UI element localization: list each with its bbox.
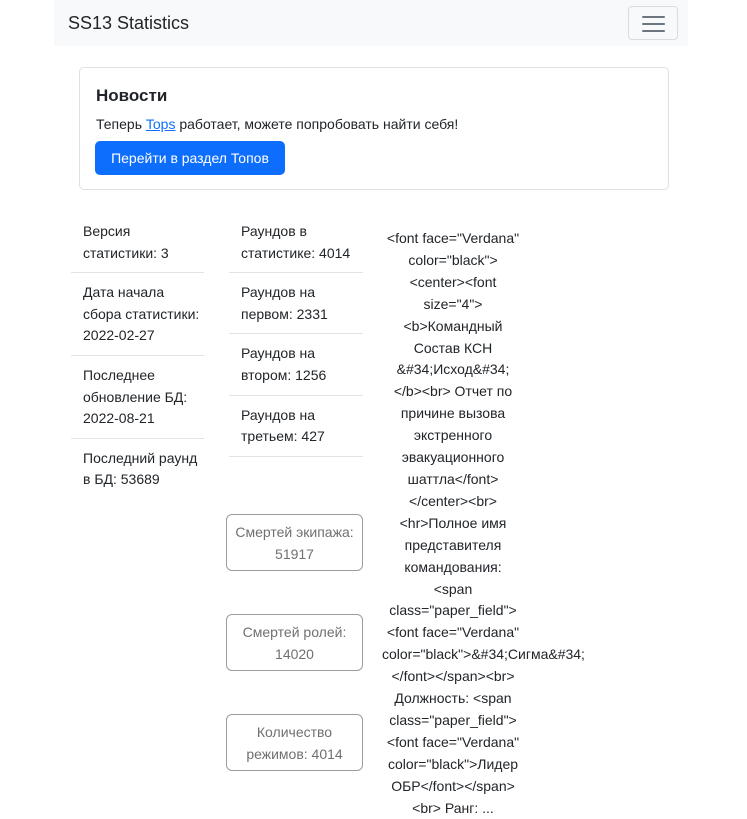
raw-text-line: Должность: <span (394, 690, 512, 707)
crew-deaths-button[interactable]: Смертей экипажа: 51917 (226, 514, 363, 571)
raw-text-line: size="4"> (423, 295, 483, 312)
modes-count-button[interactable]: Количество режимов: 4014 (226, 714, 363, 771)
tops-link[interactable]: Tops (145, 116, 176, 132)
raw-text-line: эвакуационного (401, 449, 505, 466)
raw-text-line: <font face="Verdana" (386, 230, 520, 246)
stat-last-round: Последний раунд в БД: 53689 (83, 449, 198, 488)
news-card (79, 67, 669, 190)
stat-rounds-first: Раундов на первом: 2331 (229, 273, 363, 334)
stat-rounds-second: Раундов на втором: 1256 (229, 334, 363, 395)
raw-text-line: <span (433, 580, 473, 597)
raw-report-text (382, 228, 585, 819)
raw-text-line: ОБР</font></span> (391, 777, 515, 794)
stat-rounds-third: Раундов на третьем: 427 (229, 396, 363, 457)
news-text-before: Теперь (96, 116, 146, 132)
stats-column-middle (229, 212, 363, 457)
raw-text-line: командования: (404, 558, 502, 575)
raw-text-line: color="black"> (408, 251, 498, 268)
navbar-toggler-button[interactable] (628, 6, 678, 40)
stats-column-left (71, 212, 204, 499)
raw-text-line: <b>Командный (403, 317, 503, 334)
raw-text-line: <font face="Verdana" (386, 733, 520, 750)
raw-text-line: шаттла</font> (407, 470, 499, 487)
raw-text-line: </b><br> Отчет по (393, 383, 513, 400)
raw-text-line: причине вызова (400, 405, 506, 422)
raw-text-line: color="black">&#34;Сигма&#34; (382, 646, 585, 663)
raw-text-line: </center><br> (409, 492, 497, 509)
raw-text-line: Состав КСН (413, 339, 493, 356)
raw-text-line: <hr>Полное имя (399, 514, 507, 531)
raw-text-line: <center><font (409, 273, 497, 290)
raw-text-line: </font></span><br> (391, 668, 515, 685)
raw-text-line: class="paper_field"> (389, 711, 517, 728)
stat-stats-version: Версия статистики: 3 (71, 212, 204, 273)
raw-text-line: class="paper_field"> (389, 602, 517, 619)
raw-text-line: представителя (404, 536, 502, 553)
news-text (96, 116, 458, 132)
stat-rounds-total: Раундов в статистике: 4014 (229, 212, 363, 273)
stat-last-db-update: Последнее обновление БД: 2022-08-21 (71, 356, 204, 439)
brand-link[interactable]: SS13 Statistics (68, 13, 190, 33)
role-deaths-button[interactable]: Смертей ролей: 14020 (226, 614, 363, 671)
stat-collection-start-date: Дата начала сбора статистики: 2022-02-27 (71, 273, 204, 356)
navbar (54, 0, 688, 46)
news-title: Новости (96, 86, 168, 105)
raw-text-line: &#34;Исход&#34; (396, 361, 510, 378)
raw-text-line: <br> Ранг: ... (412, 799, 494, 816)
go-to-tops-button[interactable]: Перейти в раздел Топов (95, 141, 285, 175)
raw-text-line: экстренного (413, 427, 493, 444)
raw-text-line: <font face="Verdana" (386, 624, 520, 641)
news-text-after: работает, можете попробовать найти себя! (175, 116, 459, 132)
raw-text-line: color="black">Лидер (387, 755, 519, 772)
